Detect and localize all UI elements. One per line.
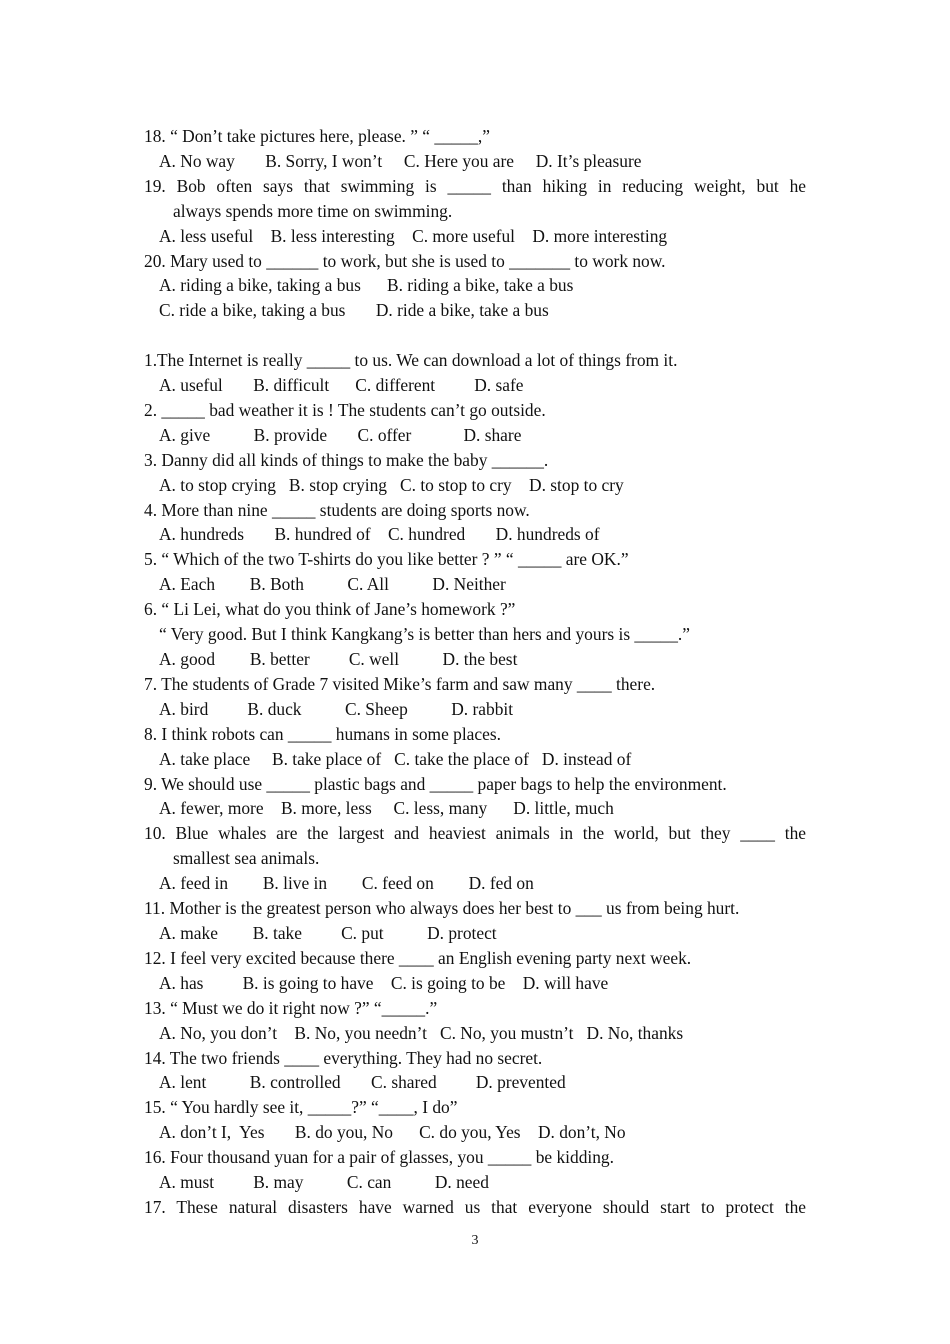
- answer-options: A. less useful B. less interesting C. more useful D. more interesting: [159, 225, 668, 246]
- answer-options: A. No way B. Sorry, I won’t C. Here you are D. It’s pleasure: [159, 150, 642, 171]
- question-text: 19. Bob often says that swimming is _____ than hiking in reducing weight, but he: [144, 175, 806, 196]
- question-text: 20. Mary used to ______ to work, but she is used to _______ to work now.: [144, 250, 666, 271]
- answer-options: A. has B. is going to have C. is going to be D. will have: [159, 972, 609, 993]
- question-20: [144, 249, 806, 324]
- question-8: [144, 722, 806, 772]
- answer-options: A. useful B. difficult C. different D. safe: [159, 375, 524, 396]
- question-text: 5. “ Which of the two T-shirts do you like better ? ” “ _____ are OK.”: [144, 549, 629, 570]
- question-text: 2. _____ bad weather it is ! The students can’t go outside.: [144, 399, 546, 420]
- question-14: [144, 1046, 806, 1096]
- question-text: 12. I feel very excited because there ____ an English evening party next week.: [144, 947, 692, 968]
- question-1: [144, 348, 806, 398]
- question-10: [144, 821, 806, 896]
- answer-options: A. No, you don’t B. No, you needn’t C. No, you mustn’t D. No, thanks: [159, 1022, 684, 1043]
- answer-options: A. bird B. duck C. Sheep D. rabbit: [159, 698, 514, 719]
- question-text: 17. These natural disasters have warned us that everyone should start to protect the: [144, 1196, 806, 1217]
- question-19: [144, 174, 806, 249]
- answer-options: A. feed in B. live in C. feed on D. fed on: [159, 873, 534, 894]
- answer-options: A. good B. better C. well D. the best: [159, 649, 518, 670]
- question-text-continued: smallest sea animals.: [173, 848, 320, 869]
- answer-options: A. make B. take C. put D. protect: [159, 922, 497, 943]
- answer-options: A. to stop crying B. stop crying C. to stop to cry D. stop to cry: [159, 474, 624, 495]
- question-7: [144, 672, 806, 722]
- page-number: 3: [471, 1233, 479, 1248]
- question-16: [144, 1145, 806, 1195]
- exam-questions: [144, 124, 806, 1220]
- answer-options: C. ride a bike, taking a bus D. ride a bike, take a bus: [159, 300, 549, 321]
- answer-options: A. don’t I, Yes B. do you, No C. do you, Yes D. don’t, No: [159, 1122, 626, 1143]
- answer-options: A. riding a bike, taking a bus B. riding a bike, take a bus: [159, 275, 574, 296]
- question-17: [144, 1195, 806, 1220]
- answer-options: A. Each B. Both C. All D. Neither: [159, 574, 506, 595]
- question-text: 18. “ Don’t take pictures here, please. ” “ _____,”: [144, 126, 490, 146]
- question-text-continued: always spends more time on swimming.: [173, 200, 453, 221]
- question-3: [144, 448, 806, 498]
- question-11: [144, 896, 806, 946]
- answer-options: A. hundreds B. hundred of C. hundred D. hundreds of: [159, 524, 600, 545]
- question-5: [144, 547, 806, 597]
- question-reply: “ Very good. But I think Kangkang’s is better than hers and yours is _____.”: [159, 624, 690, 645]
- question-text: 1.The Internet is really _____ to us. We can download a lot of things from it.: [144, 350, 678, 371]
- question-18: [144, 124, 806, 174]
- question-2: [144, 398, 806, 448]
- question-text: 13. “ Must we do it right now ?” “_____.”: [144, 997, 438, 1018]
- answer-options: A. must B. may C. can D. need: [159, 1172, 489, 1193]
- question-text: 9. We should use _____ plastic bags and _____ paper bags to help the environment.: [144, 773, 727, 794]
- question-text: 4. More than nine _____ students are doing sports now.: [144, 499, 530, 520]
- question-text: 7. The students of Grade 7 visited Mike’s farm and saw many ____ there.: [144, 673, 656, 694]
- question-13: [144, 996, 806, 1046]
- answer-options: A. fewer, more B. more, less C. less, many D. little, much: [159, 798, 614, 819]
- answer-options: A. take place B. take place of C. take the place of D. instead of: [159, 748, 632, 769]
- question-text: 10. Blue whales are the largest and heaviest animals in the world, but they ____ the: [144, 823, 806, 844]
- answer-options: A. give B. provide C. offer D. share: [159, 424, 522, 445]
- question-4: [144, 498, 806, 548]
- question-text: 6. “ Li Lei, what do you think of Jane’s homework ?”: [144, 599, 516, 620]
- question-9: [144, 772, 806, 822]
- section-gap: [144, 323, 806, 348]
- question-text: 8. I think robots can _____ humans in some places.: [144, 723, 501, 744]
- question-text: 15. “ You hardly see it, _____?” “____, I do”: [144, 1097, 458, 1118]
- question-12: [144, 946, 806, 996]
- question-15: [144, 1095, 806, 1145]
- question-text: 14. The two friends ____ everything. They had no secret.: [144, 1047, 543, 1068]
- question-6: [144, 597, 806, 672]
- answer-options: A. lent B. controlled C. shared D. prevented: [159, 1072, 566, 1093]
- question-text: 11. Mother is the greatest person who always does her best to ___ us from being hurt.: [144, 898, 740, 919]
- question-text: 3. Danny did all kinds of things to make the baby ______.: [144, 449, 549, 470]
- question-text: 16. Four thousand yuan for a pair of glasses, you _____ be kidding.: [144, 1147, 614, 1168]
